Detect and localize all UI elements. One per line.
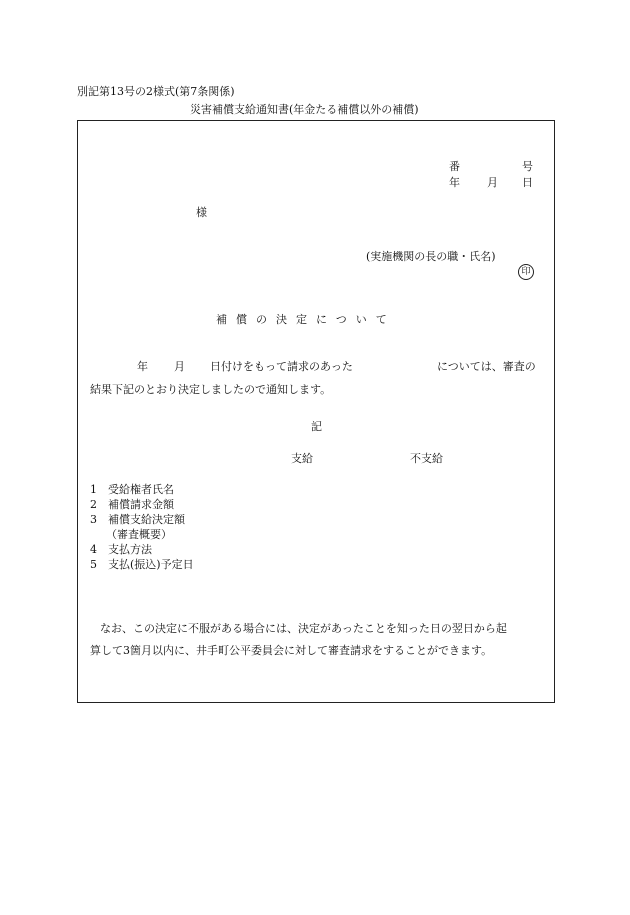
ki-heading: 記 xyxy=(311,420,322,433)
number-suffix: 号 xyxy=(522,160,533,173)
list-item: 4 支払方法 xyxy=(90,543,152,556)
body-month: 月 xyxy=(174,360,185,373)
note-line-1: なお、この決定に不服がある場合には、決定があったことを知った日の翌日から起 xyxy=(100,622,507,635)
body-text-3: 結果下記のとおり決定しましたので通知します。 xyxy=(90,383,332,396)
date-month: 月 xyxy=(487,176,498,189)
issuer-title: (実施機関の長の職・氏名) xyxy=(366,250,496,263)
list-item: 3 補償支給決定額 xyxy=(90,513,185,526)
number-label: 番 xyxy=(449,160,460,173)
date-year: 年 xyxy=(449,176,460,189)
body-text-2: については、審査の xyxy=(437,360,536,373)
list-item: （審査概要） xyxy=(106,528,172,541)
subject-heading: 補償の決定について xyxy=(216,313,396,326)
date-day: 日 xyxy=(522,176,533,189)
body-text-1: 日付けをもって請求のあった xyxy=(210,360,353,373)
list-item: 5 支払(振込)予定日 xyxy=(90,558,194,571)
form-title: 災害補償支給通知書(年金たる補償以外の補償) xyxy=(190,103,419,116)
option-no-payment: 不支給 xyxy=(410,452,443,465)
seal-mark: 印 xyxy=(518,264,534,280)
body-year: 年 xyxy=(137,360,148,373)
list-item: 2 補償請求金額 xyxy=(90,498,174,511)
recipient-honorific: 様 xyxy=(196,206,207,219)
form-frame xyxy=(77,120,555,703)
list-item: 1 受給権者氏名 xyxy=(90,483,174,496)
note-line-2: 算して3箇月以内に、井手町公平委員会に対して審査請求をすることができます。 xyxy=(90,644,493,657)
form-number: 別記第13号の2様式(第7条関係) xyxy=(77,85,235,98)
option-payment: 支給 xyxy=(291,452,313,465)
